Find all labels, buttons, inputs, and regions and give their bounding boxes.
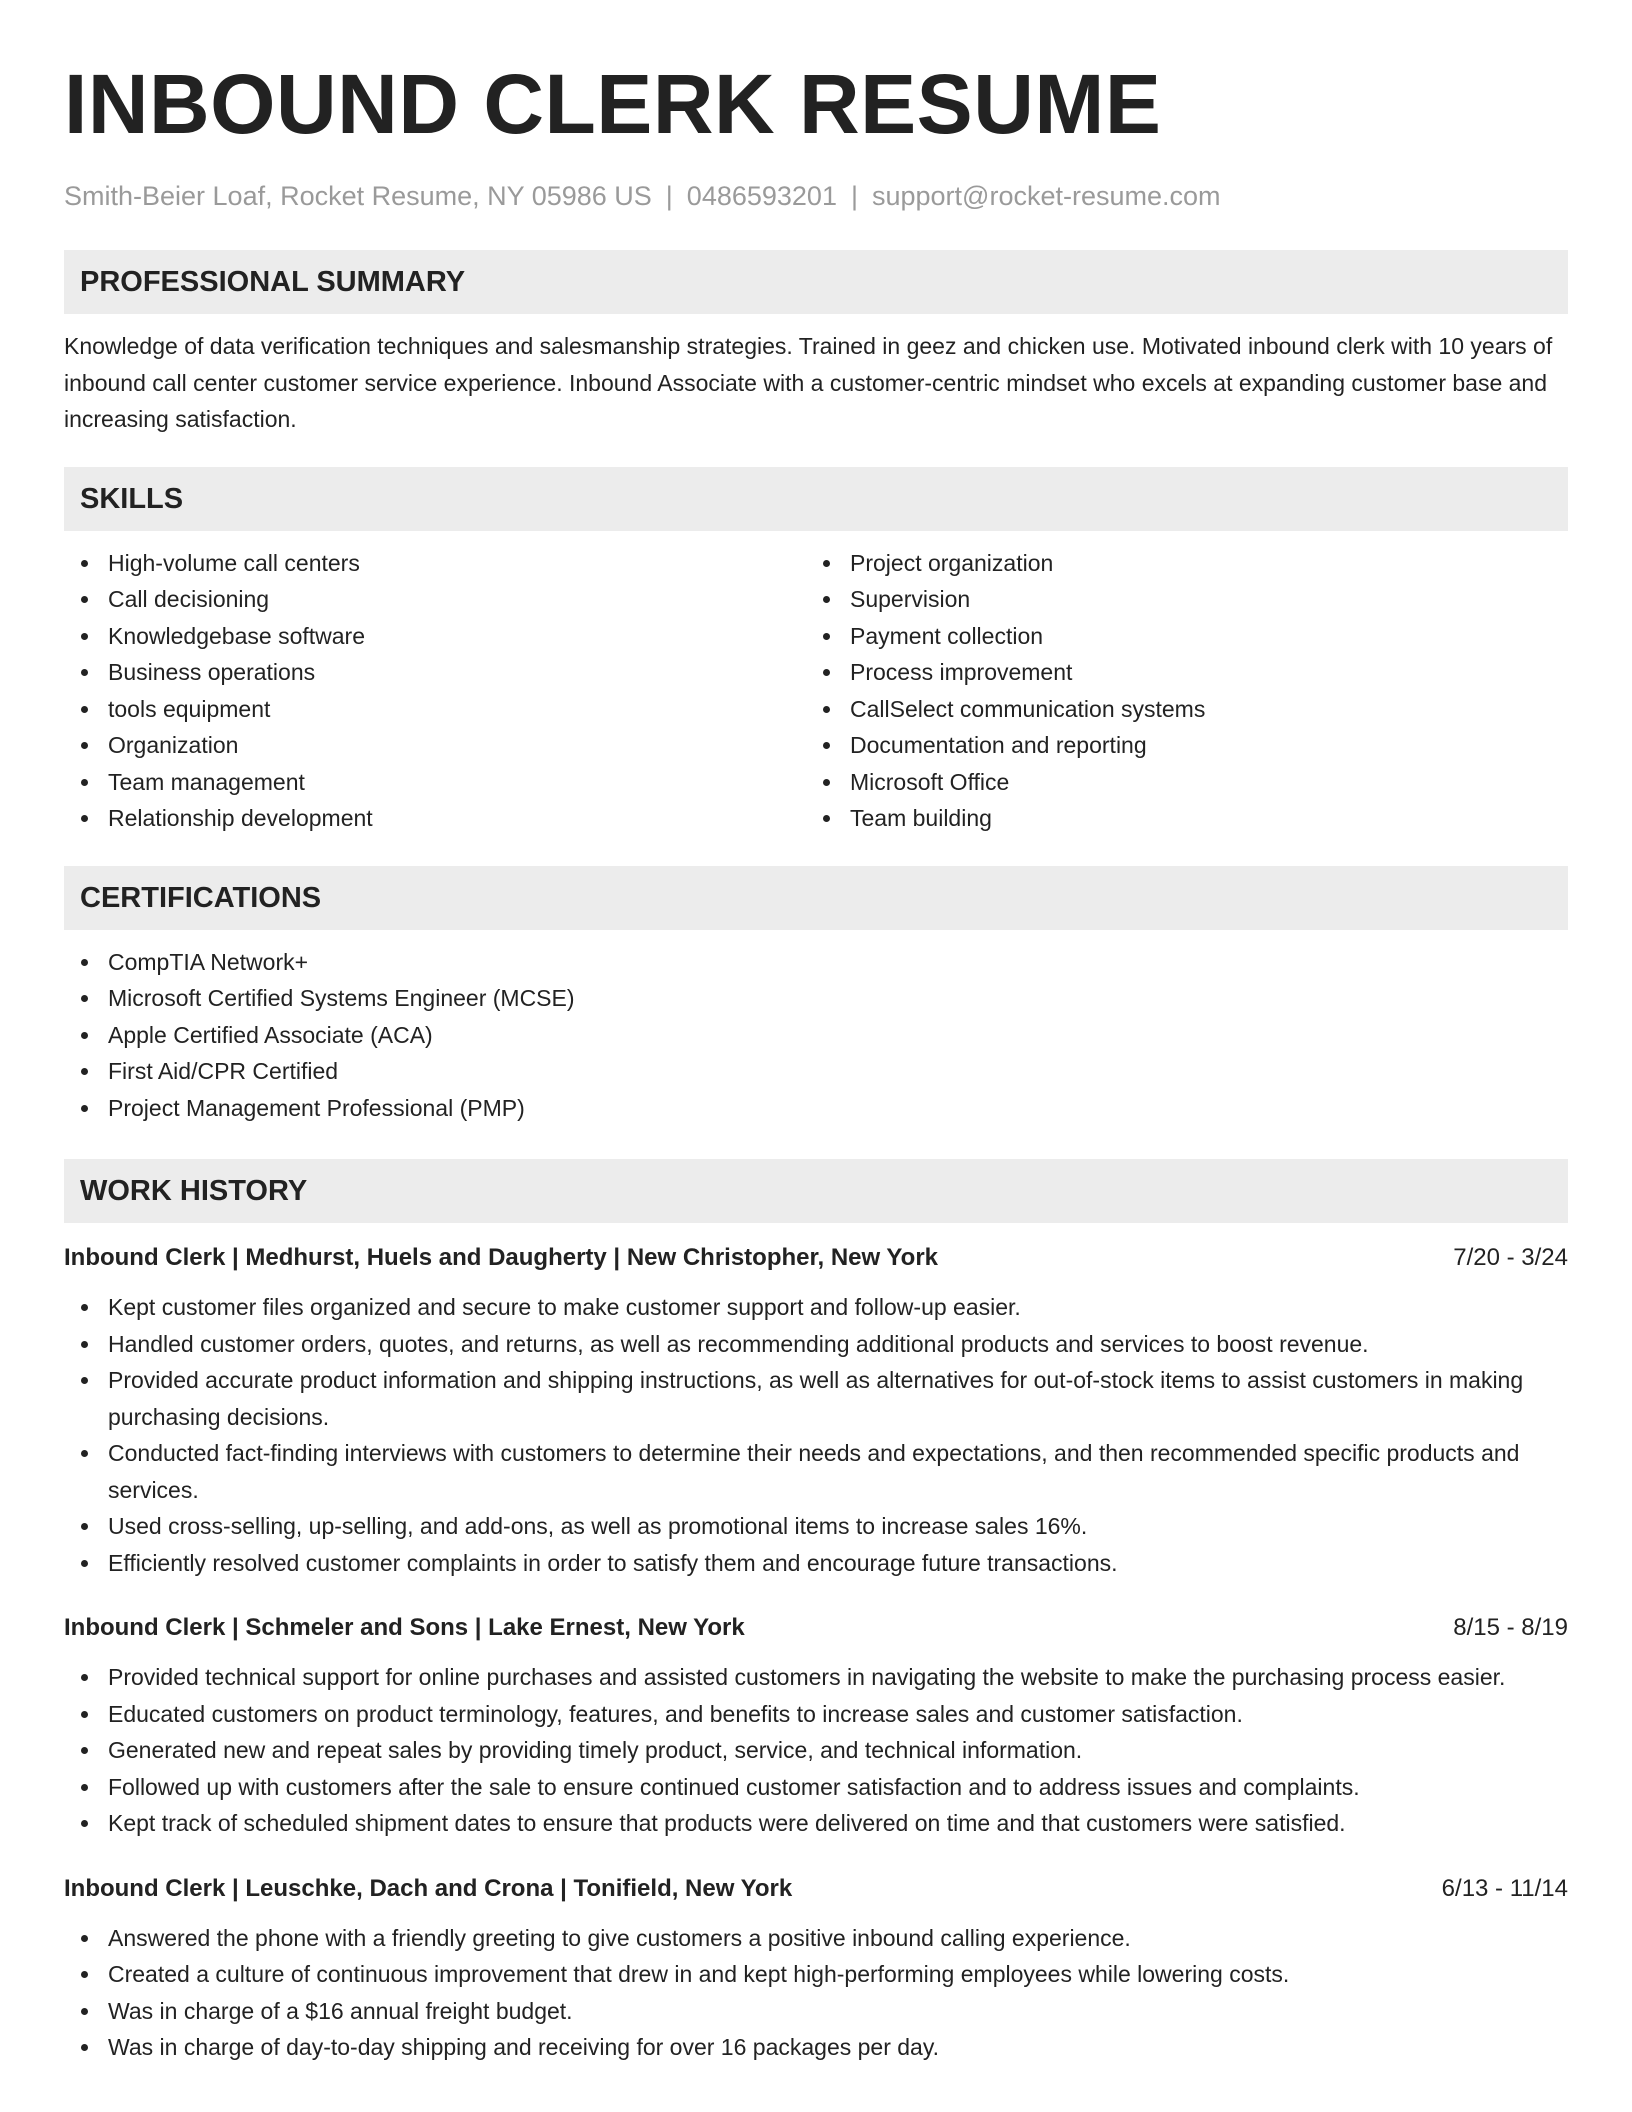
skill-item: Payment collection [806, 618, 1548, 655]
job-bullet: Kept track of scheduled shipment dates to ensure that products were delivered on time and that customers were satisfied. [64, 1805, 1568, 1842]
job-bullet: Kept customer files organized and secure to make customer support and follow-up easier. [64, 1289, 1568, 1326]
summary-heading: PROFESSIONAL SUMMARY [64, 250, 1568, 314]
skill-item: Supervision [806, 581, 1548, 618]
skills-heading: SKILLS [64, 467, 1568, 531]
job-bullet: Answered the phone with a friendly greeting to give customers a positive inbound calling experience. [64, 1920, 1568, 1957]
resume-title: INBOUND CLERK RESUME [64, 57, 1162, 151]
contact-phone: 0486593201 [686, 181, 837, 211]
certification-item: Apple Certified Associate (ACA) [64, 1017, 1568, 1054]
resume-page [64, 0, 1568, 2066]
job-bullet: Efficiently resolved customer complaints in order to satisfy them and encourage future transactions. [64, 1545, 1568, 1582]
certification-item: First Aid/CPR Certified [64, 1053, 1568, 1090]
job-entry [64, 1243, 1568, 1581]
skill-item: High-volume call centers [64, 545, 806, 582]
summary-text: Knowledge of data verification techniques and salesmanship strategies. Trained in geez and chicken use. Motivated inbound clerk with 10 years of inbound call center customer service experience. Inbound Associate with a customer-centric mindset who excels at expanding customer base and increasing satisfaction. [64, 333, 1553, 432]
job-bullet: Was in charge of day-to-day shipping and receiving for over 16 packages per day. [64, 2029, 1568, 2066]
skill-item: CallSelect communication systems [806, 691, 1548, 728]
job-entry [64, 1613, 1568, 1842]
job-header [64, 1613, 1568, 1643]
job-bullet: Provided technical support for online purchases and assisted customers in navigating the website to make the purchasing process easier. [64, 1659, 1568, 1696]
job-bullets [64, 1659, 1568, 1842]
job-bullet: Used cross-selling, up-selling, and add-ons, as well as promotional items to increase sales 16%. [64, 1508, 1568, 1545]
work-history-heading: WORK HISTORY [64, 1159, 1568, 1223]
certification-item: Microsoft Certified Systems Engineer (MCSE) [64, 980, 1568, 1017]
skills-list-right [806, 545, 1548, 837]
job-title: Inbound Clerk | Schmeler and Sons | Lake Ernest, New York [64, 1614, 745, 1641]
contact-email: support@rocket-resume.com [871, 181, 1221, 211]
job-bullets [64, 1920, 1568, 2066]
job-bullet: Provided accurate product information and shipping instructions, as well as alternatives for out-of-stock items to assist customers in making purchasing decisions. [64, 1362, 1568, 1435]
job-title: Inbound Clerk | Leuschke, Dach and Crona | Tonifield, New York [64, 1874, 793, 1902]
job-dates: 6/13 - 11/14 [1441, 1874, 1568, 1902]
job-bullet: Educated customers on product terminology, features, and benefits to increase sales and customer satisfaction. [64, 1696, 1568, 1733]
job-header [64, 1874, 1568, 1904]
skill-item: Relationship development [64, 800, 806, 837]
skill-item: Knowledgebase software [64, 618, 806, 655]
certifications-heading: CERTIFICATIONS [64, 866, 1568, 930]
skills-list-left [64, 545, 806, 837]
job-bullet: Followed up with customers after the sale to ensure continued customer satisfaction and to address issues and complaints. [64, 1769, 1568, 1806]
skills-grid [64, 545, 1568, 837]
skill-item: Business operations [64, 654, 806, 691]
job-bullet: Conducted fact-finding interviews with customers to determine their needs and expectations, and then recommended specific products and services. [64, 1435, 1568, 1508]
certification-item: Project Management Professional (PMP) [64, 1090, 1568, 1127]
skill-item: Team building [806, 800, 1548, 837]
skill-item: Project organization [806, 545, 1548, 582]
job-entry [64, 1874, 1568, 2066]
skill-item: tools equipment [64, 691, 806, 728]
contact-separator: | [665, 181, 673, 211]
job-header [64, 1243, 1568, 1273]
certification-item: CompTIA Network+ [64, 944, 1568, 981]
skill-item: Team management [64, 764, 806, 801]
skill-item: Documentation and reporting [806, 727, 1548, 764]
skill-item: Organization [64, 727, 806, 764]
job-dates: 7/20 - 3/24 [1453, 1244, 1568, 1271]
skill-item: Microsoft Office [806, 764, 1548, 801]
contact-line [64, 180, 1568, 212]
job-bullet: Generated new and repeat sales by providing timely product, service, and technical information. [64, 1732, 1568, 1769]
job-bullet: Was in charge of a $16 annual freight budget. [64, 1993, 1568, 2030]
skill-item: Process improvement [806, 654, 1548, 691]
job-bullet: Handled customer orders, quotes, and returns, as well as recommending additional products and services to boost revenue. [64, 1326, 1568, 1363]
job-title: Inbound Clerk | Medhurst, Huels and Daugherty | New Christopher, New York [64, 1244, 939, 1271]
certifications-list [64, 944, 1568, 1127]
contact-address: Smith-Beier Loaf, Rocket Resume, NY 05986 US [64, 181, 652, 211]
skill-item: Call decisioning [64, 581, 806, 618]
job-dates: 8/15 - 8/19 [1453, 1614, 1568, 1641]
job-bullet: Created a culture of continuous improvement that drew in and kept high-performing employees while lowering costs. [64, 1956, 1568, 1993]
contact-separator: | [850, 181, 858, 211]
job-bullets [64, 1289, 1568, 1581]
